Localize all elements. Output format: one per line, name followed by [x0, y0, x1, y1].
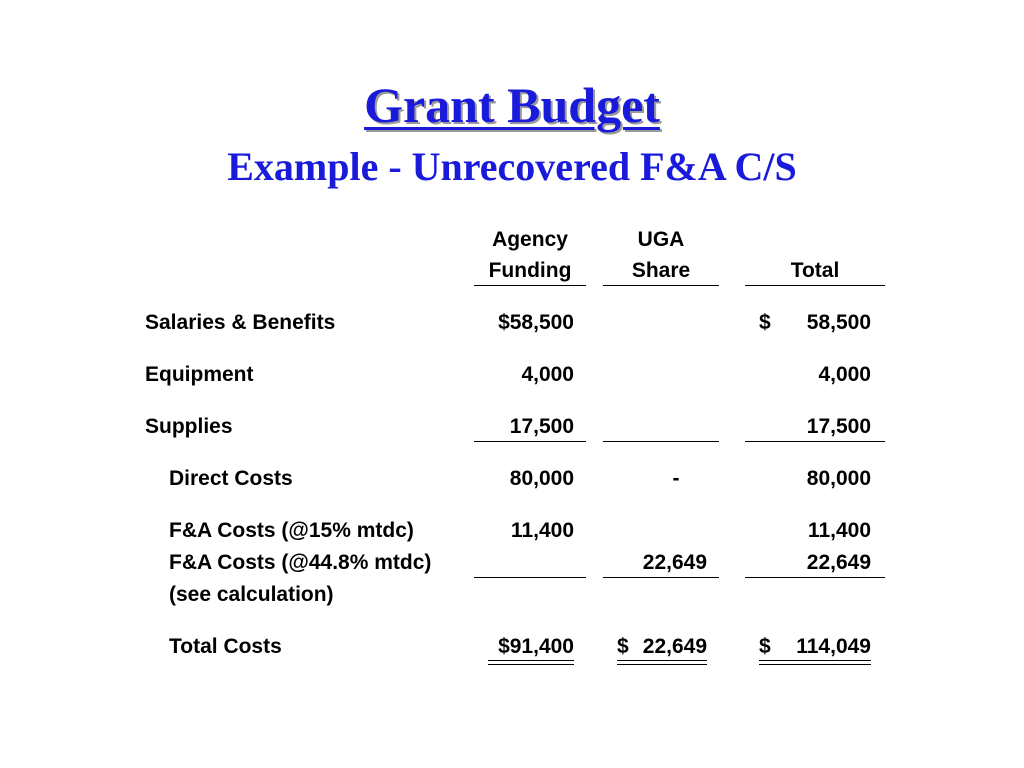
- total-double-rule-uga: [617, 660, 707, 665]
- row-fa15-total: 11,400: [807, 519, 871, 542]
- row-direct-uga: -: [672, 467, 680, 490]
- row-total-total-symbol: $: [759, 635, 771, 658]
- col-agency-header-line2: Funding: [488, 259, 572, 282]
- total-double-rule-total: [759, 660, 871, 665]
- fa-rule-agency: [474, 577, 586, 578]
- row-supplies-total: 17,500: [806, 415, 871, 438]
- supplies-rule-uga: [603, 441, 719, 442]
- fa-rule-uga: [603, 577, 719, 578]
- col-agency-header-line1: Agency: [492, 228, 568, 251]
- row-label-direct-costs: Direct Costs: [169, 467, 293, 490]
- row-supplies-agency: 17,500: [509, 415, 574, 438]
- row-label-supplies: Supplies: [145, 415, 233, 438]
- total-double-rule-agency: [488, 660, 574, 665]
- supplies-rule-total: [745, 441, 885, 442]
- row-fa448-total: 22,649: [806, 551, 871, 574]
- row-salaries-total-symbol: $: [759, 311, 771, 334]
- row-fa15-agency: 11,400: [510, 519, 574, 542]
- row-label-fa-448: F&A Costs (@44.8% mtdc): [169, 551, 432, 574]
- header-rule-agency: [474, 285, 586, 286]
- row-equipment-total: 4,000: [818, 363, 871, 386]
- slide-title: Grant Budget: [364, 77, 660, 133]
- row-equipment-agency: 4,000: [521, 363, 574, 386]
- row-fa448-uga: 22,649: [642, 551, 707, 574]
- supplies-rule-agency: [474, 441, 586, 442]
- col-uga-header-line1: UGA: [637, 228, 685, 251]
- row-salaries-agency: $58,500: [498, 311, 574, 334]
- row-direct-total: 80,000: [806, 467, 871, 490]
- row-direct-agency: 80,000: [509, 467, 574, 490]
- row-total-total: 114,049: [796, 635, 871, 658]
- col-total-header: Total: [790, 259, 840, 282]
- slide-subtitle: Example - Unrecovered F&A C/S: [227, 144, 797, 189]
- row-salaries-total: 58,500: [806, 311, 871, 334]
- row-total-agency: $91,400: [498, 635, 574, 658]
- row-label-fa-15: F&A Costs (@15% mtdc): [169, 519, 414, 542]
- header-rule-total: [745, 285, 885, 286]
- row-total-uga-symbol: $: [617, 635, 629, 658]
- row-total-uga: 22,649: [642, 635, 707, 658]
- col-uga-header-line2: Share: [631, 259, 691, 282]
- row-label-see-calculation: (see calculation): [169, 583, 334, 606]
- row-label-total-costs: Total Costs: [169, 635, 282, 658]
- fa-rule-total: [745, 577, 885, 578]
- row-label-equipment: Equipment: [145, 363, 254, 386]
- header-rule-uga: [603, 285, 719, 286]
- row-label-salaries: Salaries & Benefits: [145, 311, 336, 334]
